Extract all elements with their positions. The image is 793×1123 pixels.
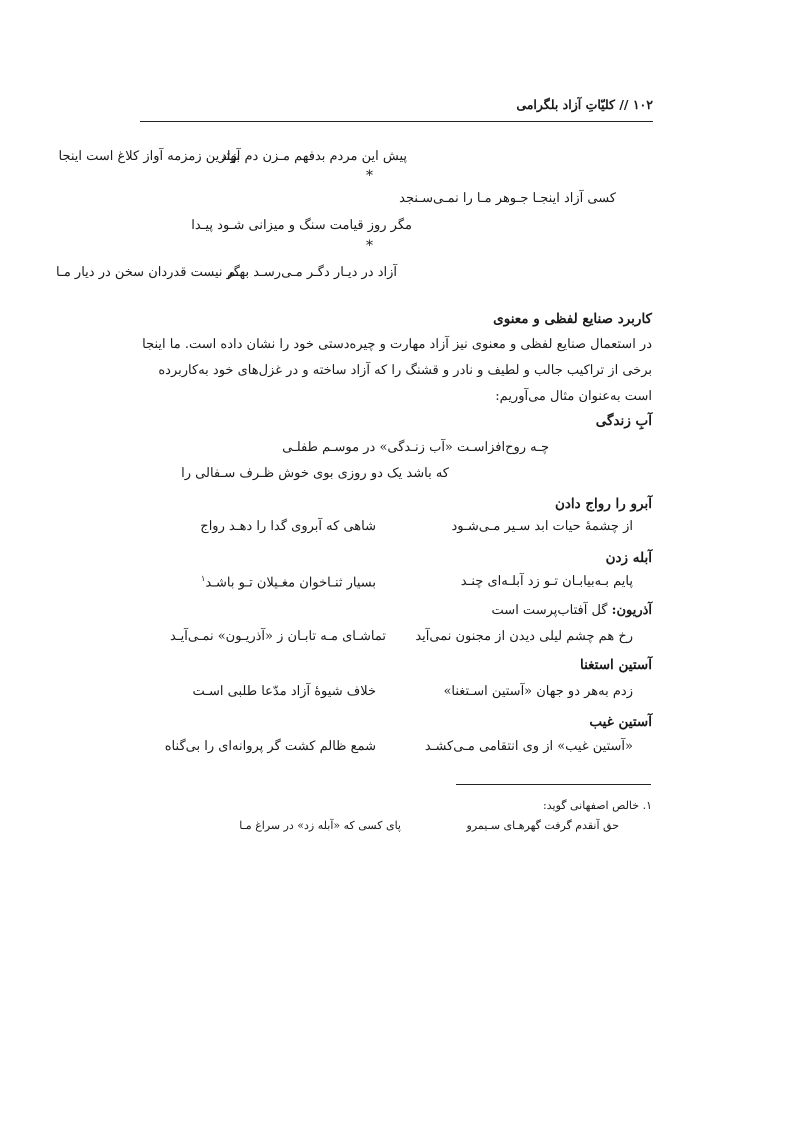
entry-verse: چـه روح‌افزاسـت «آب زنـدگی» در موسـم طفلـی <box>282 440 549 455</box>
entry-title-azaryun <box>492 603 652 618</box>
entry-title-astin-esteghna: آستین استغنا <box>579 657 652 673</box>
entry-title-astin-gheib: آستین غیب <box>589 714 652 730</box>
entry-hemistich-b: شمع ظالم کشت گر پروانه‌ای را بی‌گناه <box>164 739 376 754</box>
footnote-hemistich-b: پای کسی که «آبله زد» در سراغ مـا <box>239 819 401 832</box>
entry-title-definition: گل آفتاب‌پرست است <box>491 603 612 618</box>
separator-star: * <box>366 238 373 254</box>
entry-hemistich-a: رخ هم چشم لیلی دیدن از مجنون نمی‌آید <box>415 629 633 644</box>
verse-3-hemistich-b: گر نیست قدردان سخن در دیار مـا <box>56 265 240 280</box>
entry-hemistich-a: زدم به‌هر دو جهان «آستین اسـتغنا» <box>443 684 633 699</box>
entry-hemistich-a: «آستین غیب» از وی انتقامی مـی‌کشـد <box>424 739 633 754</box>
entry-title-term: آذریون: <box>611 603 652 618</box>
header-rule <box>140 121 653 122</box>
entry-hemistich-a: پایم بـه‌بیابـان تـو زد آبلـه‌ای چنـد <box>460 574 633 589</box>
entry-hemistich-b: خلاف شیوهٔ آزاد مدّعا طلبی اسـت <box>192 684 376 699</box>
entry-hemistich-b: شاهی که آبروی گدا را دهـد رواج <box>200 519 376 534</box>
footnote-hemistich-a: حق آنقدم گرفت گهرهـای سـیمرو <box>466 819 619 832</box>
footnote-marker: ۱ <box>201 574 206 583</box>
verse-2-hemistich-b: مگر روز قیامت سنگ و میزانی شـود پیـدا <box>191 218 412 233</box>
verse-1-hemistich-a: پیش این مردم بدفهم مـزن دم آزاد <box>221 149 407 164</box>
running-header: ۱۰۲ // کلیّاتِ آزاد بلگرامی <box>516 97 653 112</box>
paragraph-line: برخی از تراکیب جالب و لطیف و نادر و قشنگ را که آزاد ساخته و در غزل‌های خود به‌کاربرده <box>158 363 652 378</box>
entry-hemistich-b <box>201 574 376 590</box>
entry-title-ab-zendegi: آبِ زندگی <box>595 413 652 429</box>
footnote-rule <box>456 784 651 785</box>
entry-hemistich-b: تماشـای مـه تابـان ز «آذریـون» نمـی‌آیـد <box>169 629 386 644</box>
entry-verse: که باشد یک دو روزی بوی خوش ظـرف سـفالی را <box>181 466 449 481</box>
entry-title-abele-zadan: آبله زدن <box>605 550 652 566</box>
separator-star: * <box>366 168 373 184</box>
section-title: کاربرد صنایع لفظی و معنوی <box>493 311 652 327</box>
paragraph-line: در استعمال صنایع لفظی و معنوی نیز آزاد مهارت و چیره‌دستی خود را نشان داده است. ما اینجا <box>142 337 652 352</box>
entry-title-aberu: آبرو را رواج دادن <box>554 496 652 512</box>
footnote-line: ۱. خالص اصفهانی گوید: <box>543 799 652 812</box>
hemistich-text: بسیار ثنـاخوان مغـیلان تـو باشـد <box>205 575 376 591</box>
verse-2-hemistich-a: کسی آزاد اینجـا جـوهر مـا را نمـی‌سـنجد <box>399 191 616 206</box>
verse-3-hemistich-a: آزاد در دیـار دگـر مـی‌رسـد بهـم <box>227 265 397 280</box>
entry-hemistich-a: از چشمهٔ حیات ابد سـیر مـی‌شـود <box>451 519 633 534</box>
verse-1-hemistich-b: بهترین زمزمه آواز کلاغ است اینجا <box>58 149 240 164</box>
paragraph-line: است به‌عنوان مثال می‌آوریم: <box>495 389 652 404</box>
